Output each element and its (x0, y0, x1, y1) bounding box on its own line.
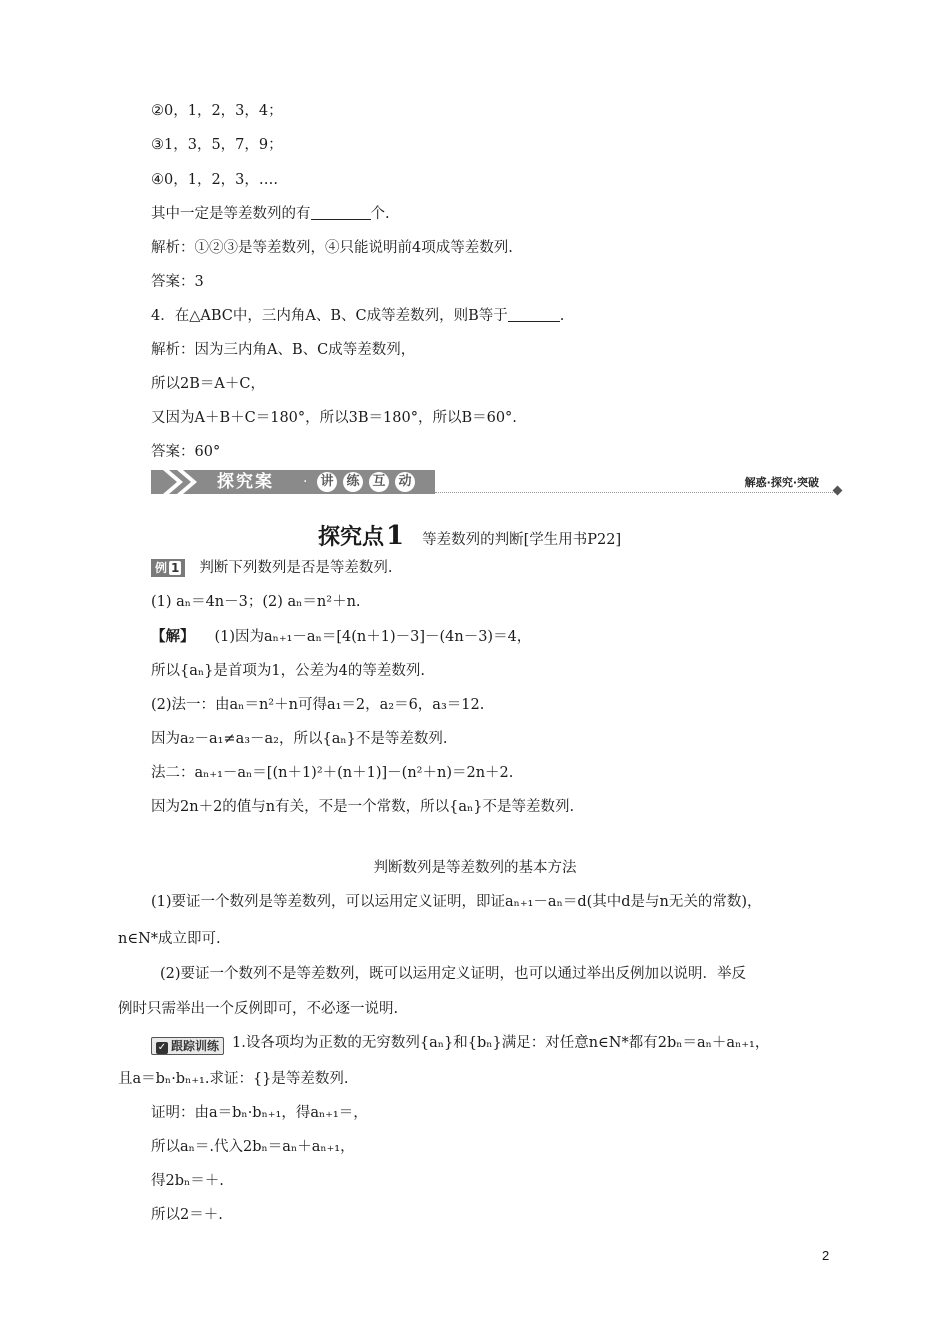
analysis-3: 解析：①②③是等差数列，④只能说明前4项成等差数列. (151, 240, 513, 256)
example-tag (151, 559, 185, 577)
trace-line-2: 且a＝bₙ·bₙ₊₁.求证：{}是等差数列. (118, 1071, 349, 1087)
chevron-right-icon (159, 466, 207, 498)
question-4-stem (151, 306, 564, 326)
section-number: 1 (386, 521, 405, 551)
analysis-4: 解析：因为三内角A、B、C成等差数列， (151, 342, 416, 358)
question-4-text: 4．在△ABC中，三内角A、B、C成等差数列，则B等于 (151, 308, 508, 324)
page-number: 2 (822, 1248, 830, 1263)
answer-3: 答案：3 (151, 274, 204, 290)
trace-badge (151, 1037, 224, 1055)
solution-line-4: 因为a₂－a₁≠a₃－a₂，所以{aₙ}不是等差数列. (151, 731, 448, 747)
method-title: 判断数列是等差数列的基本方法 (373, 860, 577, 876)
method-line-2b: 例时只需举出一个反例即可，不必逐一说明. (118, 1001, 399, 1017)
banner-chip: 动 (395, 472, 415, 492)
example-tag-number: 1 (171, 561, 180, 575)
line-item-3: ③1，3，5，7，9； (151, 137, 283, 153)
trace-line-6: 所以2＝＋. (151, 1207, 223, 1223)
banner-divider (435, 492, 835, 494)
example-prompt: 判断下列数列是否是等差数列. (199, 560, 393, 576)
question-3-text: 其中一定是等差数列的有 (151, 206, 311, 222)
section-label: 探究点 (318, 525, 385, 550)
analysis-4-line2: 所以2B＝A＋C， (151, 376, 265, 392)
check-icon: ✓ (157, 1042, 167, 1053)
banner-chip: 练 (343, 472, 363, 492)
section-heading (318, 520, 621, 551)
solution-line-6: 因为2n＋2的值与n有关，不是一个常数，所以{aₙ}不是等差数列. (151, 799, 575, 815)
method-line-1b: n∈N*成立即可. (118, 931, 221, 947)
solution-line-1 (151, 627, 531, 647)
solution-text: (1)因为aₙ₊₁－aₙ＝[4(n＋1)－3]－(4n－3)＝4， (214, 629, 532, 645)
solution-line-2: 所以{aₙ}是首项为1，公差为4的等差数列. (151, 663, 425, 679)
trace-line-3: 证明：由a＝bₙ·bₙ₊₁，得aₙ₊₁＝， (151, 1105, 368, 1121)
banner-chip: 讲 (317, 472, 337, 492)
banner-chip: 互 (369, 472, 389, 492)
solution-line-3: (2)法一：由aₙ＝n²＋n可得a₁＝2，a₂＝6，a₃＝12. (151, 697, 485, 713)
answer-4: 答案：60° (151, 444, 221, 460)
section-banner (151, 466, 841, 498)
section-subtitle: 等差数列的判断[学生用书P22] (422, 532, 622, 548)
banner-subtitle: 解惑·探究·突破 (744, 476, 819, 489)
example-items: (1) aₙ＝4n－3；(2) aₙ＝n²＋n. (151, 594, 361, 610)
solution-line-5: 法二：aₙ₊₁－aₙ＝[(n＋1)²＋(n＋1)]－(n²＋n)＝2n＋2. (151, 765, 514, 781)
example-prompt-line (151, 558, 392, 578)
answer-blank (508, 307, 560, 322)
line-item-2: ②0，1，2，3，4； (151, 103, 283, 119)
trace-badge-label: 跟踪训练 (171, 1039, 220, 1053)
example-tag-label: 例 (155, 561, 168, 575)
question-3-stem (151, 204, 390, 224)
analysis-4-line3: 又因为A＋B＋C＝180°，所以3B＝180°，所以B＝60°. (151, 410, 517, 426)
method-line-2: (2)要证一个数列不是等差数列，既可以运用定义证明，也可以通过举出反例加以说明．举反 (160, 966, 747, 982)
line-item-4: ④0，1，2，3，…. (151, 172, 279, 188)
trace-line-5: 得2bₙ＝＋. (151, 1173, 224, 1189)
trace-text: 1.设各项均为正数的无穷数列{aₙ}和{bₙ}满足：对任意n∈N*都有2bₙ＝aₙ＋aₙ₊₁， (232, 1035, 770, 1051)
trace-line-4: 所以aₙ＝.代入2bₙ＝aₙ＋aₙ₊₁， (151, 1139, 355, 1155)
method-line-1: (1)要证一个数列是等差数列，可以运用定义证明，即证aₙ₊₁－aₙ＝d(其中d是与n无关的常数)， (151, 894, 762, 910)
answer-blank (311, 205, 371, 220)
trace-line-1 (151, 1033, 769, 1055)
question-4-tail: . (559, 308, 565, 324)
solution-label: 【解】 (151, 628, 195, 645)
banner-separator: · (303, 474, 308, 490)
banner-title: 探究案 (217, 472, 274, 492)
question-3-tail: 个. (370, 206, 390, 222)
